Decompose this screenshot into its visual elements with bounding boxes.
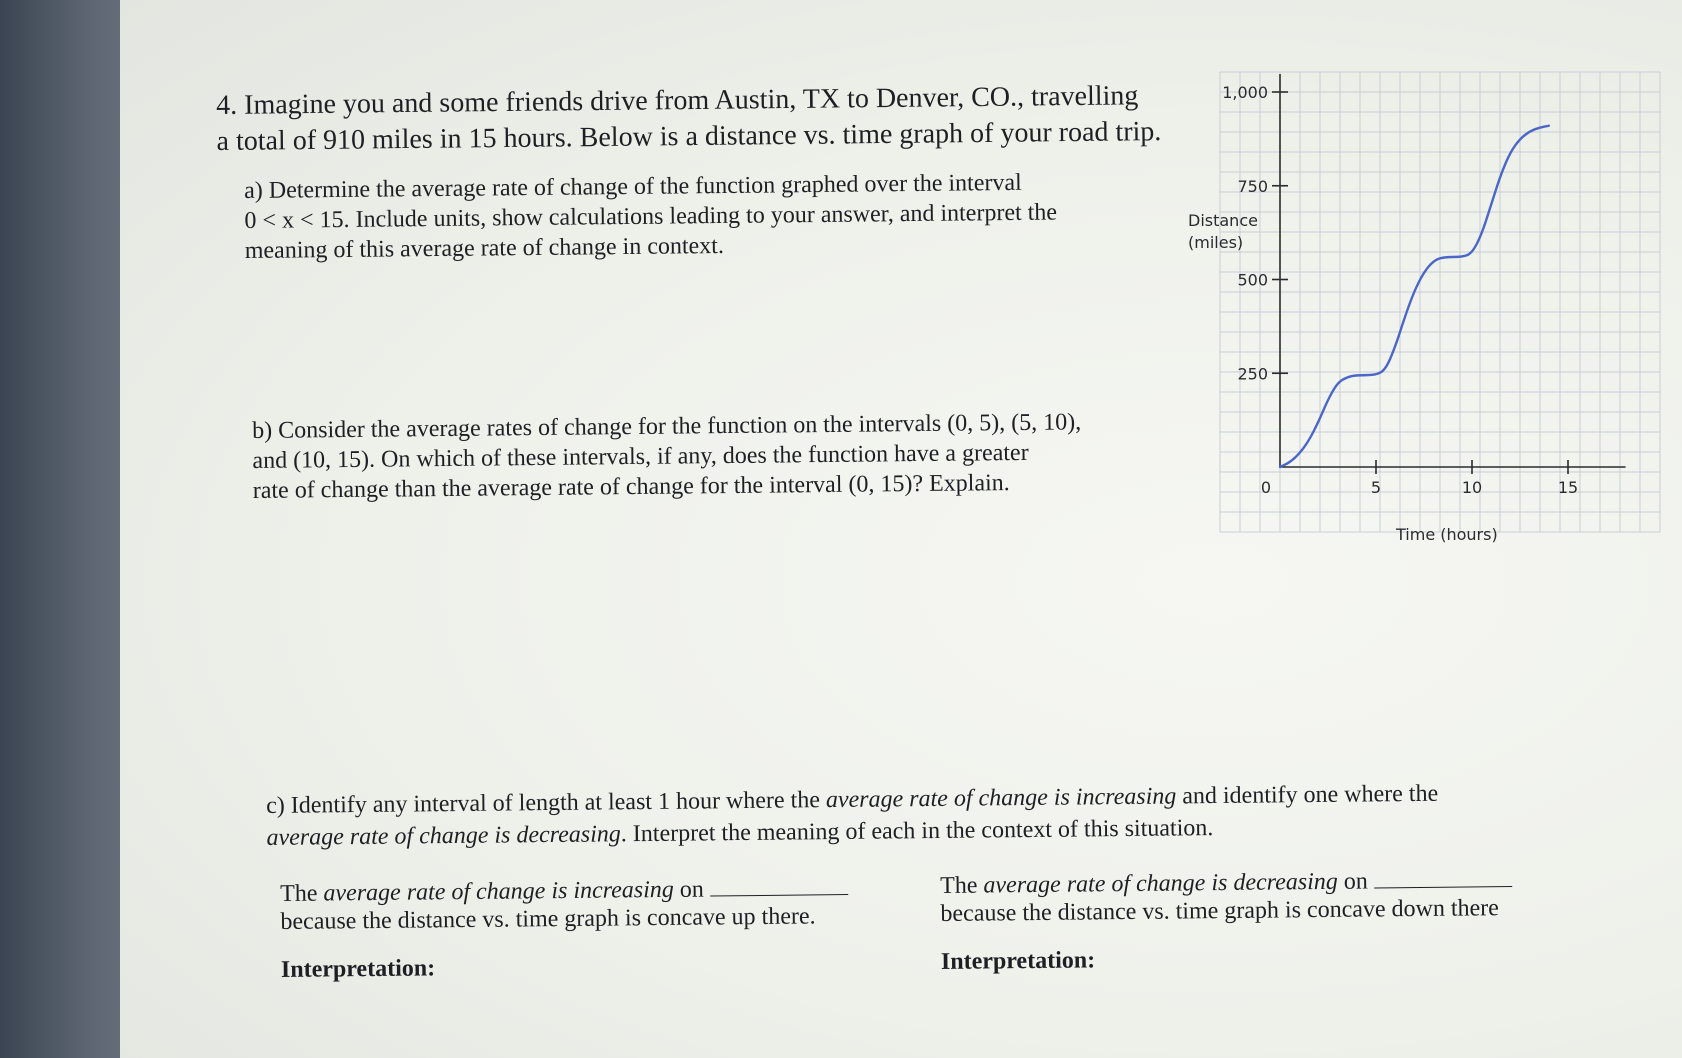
part-b-line-3: rate of change than the average rate of change for the interval (0, 15)? Explain.	[252, 470, 1010, 504]
left-italic: average rate of change is increasing	[323, 876, 674, 907]
part-c	[266, 776, 1567, 854]
y-axis-label-line-2: (miles)	[1188, 233, 1244, 252]
part-a	[244, 167, 1125, 266]
part-c-prefix: c) Identify any interval of length at least 1 hour where the	[266, 787, 827, 819]
decreasing-interval-blank[interactable]	[1374, 868, 1512, 888]
part-b-line-1: b) Consider the average rates of change for the function on the intervals (0, 5), (5, 10),	[252, 409, 1082, 444]
y-tick-label: 750	[1237, 176, 1268, 196]
part-a-line-3: meaning of this average rate of change in context.	[244, 232, 725, 264]
increasing-interval-blank[interactable]	[710, 876, 848, 896]
y-tick-label: 500	[1237, 270, 1268, 290]
part-a-line-1: a) Determine the average rate of change of the function graphed over the interval	[244, 169, 1022, 204]
part-b-line-2: and (10, 15). On which of these intervals, if any, does the function have a greater	[252, 439, 1029, 474]
question-stem	[216, 78, 1217, 160]
part-c-suffix: . Interpret the meaning of each in the context of this situation.	[620, 815, 1214, 848]
worksheet-page	[120, 0, 1682, 1058]
left-line-2: because the distance vs. time graph is concave up there.	[280, 903, 816, 935]
x-tick-label: 5	[1370, 478, 1382, 497]
part-c-italic-1: average rate of change is increasing	[825, 783, 1177, 814]
x-tick-label: 15	[1557, 478, 1579, 497]
stem-line-1: Imagine you and some friends drive from Austin, TX to Denver, CO., travelling	[244, 80, 1139, 121]
right-italic: average rate of change is decreasing	[983, 868, 1338, 899]
question-number: 4.	[216, 89, 238, 121]
part-c-mid: and identify one where the	[1176, 780, 1439, 810]
left-prefix: The	[280, 880, 324, 907]
distance-time-graph	[1180, 62, 1680, 582]
y-axis-label-line-1: Distance	[1188, 211, 1258, 230]
x-tick-label: 0	[1260, 478, 1272, 497]
right-on: on	[1337, 868, 1368, 895]
y-tick-label: 250	[1237, 364, 1268, 384]
left-interpretation-label: Interpretation:	[280, 955, 436, 983]
right-line-2: because the distance vs. time graph is concave down there	[940, 895, 1500, 927]
graph-svg	[1180, 62, 1680, 582]
x-axis-label: Time (hours)	[1396, 525, 1498, 544]
answer-column-increasing	[280, 874, 901, 984]
part-a-line-2: 0 < x < 15. Include units, show calculations leading to your answer, and interpret the	[244, 199, 1058, 234]
right-interpretation-label: Interpretation:	[940, 947, 1096, 975]
right-prefix: The	[940, 872, 984, 899]
part-b	[252, 407, 1133, 506]
stem-line-2: a total of 910 miles in 15 hours. Below is a distance vs. time graph of your road trip.	[216, 116, 1162, 157]
part-c-italic-2: average rate of change is decreasing	[266, 821, 621, 851]
left-on: on	[673, 876, 704, 903]
answer-column-decreasing	[940, 866, 1561, 976]
y-tick-label: 1,000	[1222, 83, 1268, 102]
x-tick-label: 10	[1461, 478, 1483, 497]
